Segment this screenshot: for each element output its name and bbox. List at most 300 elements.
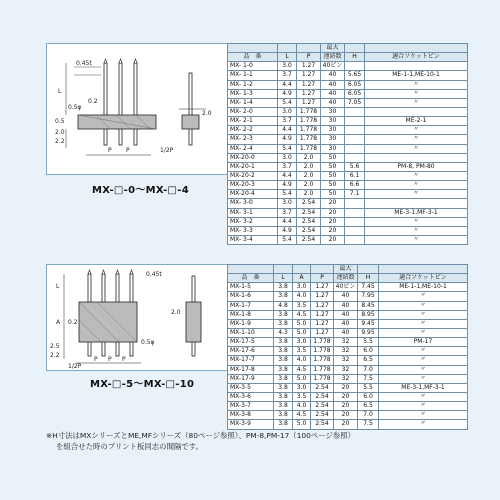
table-cell: ME-2-1 bbox=[365, 117, 468, 126]
table-cell: 1.27 bbox=[297, 62, 321, 71]
top-dim-side-20: 2.0 bbox=[202, 110, 212, 117]
table-cell: 〃 bbox=[379, 392, 468, 401]
table-cell: MX- 1-1 bbox=[228, 71, 278, 80]
table-cell: 5.4 bbox=[278, 235, 297, 244]
table-row bbox=[228, 171, 468, 180]
table-cell: 5.0 bbox=[293, 420, 311, 429]
table-row bbox=[228, 383, 468, 392]
bottom-th-socket: 適合ソケットピン bbox=[379, 274, 468, 283]
table-cell: 1.778 bbox=[311, 374, 334, 383]
table-cell: MX-3-8 bbox=[228, 411, 274, 420]
table-cell: ME-1-1,ME-10-1 bbox=[365, 71, 468, 80]
table-cell: MX- 1-3 bbox=[228, 89, 278, 98]
table-cell: 4.9 bbox=[278, 226, 297, 235]
table-cell: MX- 3-3 bbox=[228, 226, 278, 235]
table-cell: 1.27 bbox=[297, 89, 321, 98]
table-row bbox=[228, 310, 468, 319]
table-cell bbox=[345, 62, 365, 71]
footnote-line-2: を組合せた時のプリント板同志の間隔です。 bbox=[56, 442, 203, 451]
table-cell: 5.0 bbox=[293, 319, 311, 328]
table-cell: 3.7 bbox=[278, 117, 297, 126]
table-row bbox=[228, 338, 468, 347]
table-cell: 20 bbox=[321, 226, 345, 235]
table-cell: 3.8 bbox=[274, 411, 293, 420]
bottom-dim-22: 2.2 bbox=[50, 352, 60, 359]
table-row bbox=[228, 199, 468, 208]
table-cell: 50 bbox=[321, 153, 345, 162]
table-cell: 1.27 bbox=[311, 319, 334, 328]
table-cell: 7.1 bbox=[345, 190, 365, 199]
table-cell: 3.7 bbox=[278, 71, 297, 80]
table-cell bbox=[365, 62, 468, 71]
top-dim-half-p: 1/2P bbox=[160, 147, 174, 154]
table-cell: MX-1-9 bbox=[228, 319, 274, 328]
table-cell: MX- 3-2 bbox=[228, 217, 278, 226]
table-cell: MX-1-10 bbox=[228, 328, 274, 337]
table-cell bbox=[345, 235, 365, 244]
table-cell: MX-17-8 bbox=[228, 365, 274, 374]
table-cell: 1.778 bbox=[311, 365, 334, 374]
table-cell: 1.27 bbox=[311, 310, 334, 319]
table-cell: 30 bbox=[321, 144, 345, 153]
top-th-p: P bbox=[297, 53, 321, 62]
table-cell: 3.8 bbox=[274, 347, 293, 356]
table-cell: 2.54 bbox=[311, 420, 334, 429]
top-spec-table bbox=[227, 43, 468, 245]
table-cell: ME-1-1,ME-10-1 bbox=[379, 283, 468, 292]
table-cell: 3.8 bbox=[274, 420, 293, 429]
table-cell: MX- 2-2 bbox=[228, 126, 278, 135]
top-header-max: 最大 bbox=[321, 44, 345, 53]
table-cell: 40 bbox=[321, 80, 345, 89]
table-cell: 1.27 bbox=[297, 98, 321, 107]
table-cell: 3.0 bbox=[278, 107, 297, 116]
top-th-count: 連結数 bbox=[321, 53, 345, 62]
table-cell: MX- 2-1 bbox=[228, 117, 278, 126]
table-cell: 50 bbox=[321, 162, 345, 171]
table-row bbox=[228, 98, 468, 107]
table-cell bbox=[345, 226, 365, 235]
table-cell: 40 bbox=[334, 310, 358, 319]
footnote-line-1: ※H寸法はMXシリーズとME,MFシリーズ（80ページ参照）、PM-8,PM-17（100ページ参照） bbox=[46, 431, 355, 440]
table-cell: 3.0 bbox=[293, 383, 311, 392]
top-pin-drawing bbox=[46, 43, 226, 173]
bottom-dim-045t: 0.45t bbox=[146, 271, 162, 278]
bottom-th-a: A bbox=[293, 274, 311, 283]
table-cell: 7.5 bbox=[358, 374, 379, 383]
top-th-socket: 適合ソケットピン bbox=[365, 53, 468, 62]
table-row bbox=[228, 126, 468, 135]
table-cell: 2.0 bbox=[297, 171, 321, 180]
table-cell: 20 bbox=[321, 199, 345, 208]
table-cell: 3.8 bbox=[274, 365, 293, 374]
bottom-dim-half-p: 1/2P bbox=[68, 363, 82, 369]
bottom-dim-phi: 0.5φ bbox=[141, 339, 155, 346]
table-row bbox=[228, 328, 468, 337]
table-cell: 6.5 bbox=[358, 402, 379, 411]
top-dim-22: 2.2 bbox=[55, 138, 65, 145]
table-row bbox=[228, 71, 468, 80]
table-cell: 30 bbox=[321, 135, 345, 144]
table-cell: 5.4 bbox=[278, 190, 297, 199]
table-cell: 20 bbox=[334, 411, 358, 420]
table-cell: 4.8 bbox=[274, 301, 293, 310]
bottom-th-part: 品 番 bbox=[228, 274, 274, 283]
table-row bbox=[228, 283, 468, 292]
table-cell: MX-20-0 bbox=[228, 153, 278, 162]
table-cell bbox=[345, 217, 365, 226]
table-cell: 3.8 bbox=[274, 319, 293, 328]
table-row bbox=[228, 144, 468, 153]
top-dim-p1: P bbox=[108, 147, 112, 154]
table-cell: MX- 2-0 bbox=[228, 107, 278, 116]
table-cell: MX- 3-0 bbox=[228, 199, 278, 208]
table-cell: 30 bbox=[321, 126, 345, 135]
table-row bbox=[228, 365, 468, 374]
table-row bbox=[228, 226, 468, 235]
bottom-th-h: H bbox=[358, 274, 379, 283]
table-cell: 1.778 bbox=[297, 107, 321, 116]
table-cell: 〃 bbox=[379, 292, 468, 301]
table-cell: 〃 bbox=[379, 411, 468, 420]
table-row bbox=[228, 208, 468, 217]
table-cell: 3.8 bbox=[274, 402, 293, 411]
table-cell: 1.778 bbox=[311, 347, 334, 356]
top-table-header bbox=[228, 53, 468, 62]
table-cell: 4.0 bbox=[293, 356, 311, 365]
table-cell: 1.27 bbox=[311, 301, 334, 310]
table-cell: MX-1-6 bbox=[228, 292, 274, 301]
table-row bbox=[228, 89, 468, 98]
table-cell bbox=[345, 126, 365, 135]
table-cell: 〃 bbox=[379, 301, 468, 310]
bottom-table-header-top bbox=[228, 265, 468, 274]
bottom-dim-25: 2.5 bbox=[50, 343, 60, 350]
top-th-part: 品 番 bbox=[228, 53, 278, 62]
table-cell: 1.778 bbox=[297, 117, 321, 126]
table-cell: ME-3-1,MF-3-1 bbox=[365, 208, 468, 217]
table-cell: 3.8 bbox=[274, 374, 293, 383]
table-row bbox=[228, 162, 468, 171]
table-cell: 3.0 bbox=[278, 62, 297, 71]
table-cell: MX-3-9 bbox=[228, 420, 274, 429]
table-cell: 1.778 bbox=[311, 356, 334, 365]
table-cell: 4.0 bbox=[293, 402, 311, 411]
table-cell: 20 bbox=[321, 235, 345, 244]
table-cell: 32 bbox=[334, 338, 358, 347]
table-cell: 9.45 bbox=[358, 319, 379, 328]
table-cell: 〃 bbox=[379, 310, 468, 319]
table-cell: 2.54 bbox=[311, 383, 334, 392]
table-cell bbox=[365, 107, 468, 116]
table-cell: PM-8, PM-80 bbox=[365, 162, 468, 171]
table-row bbox=[228, 217, 468, 226]
table-cell: 40 bbox=[334, 328, 358, 337]
table-cell: MX-1-8 bbox=[228, 310, 274, 319]
table-cell: 40 bbox=[321, 71, 345, 80]
table-cell: MX-1-7 bbox=[228, 301, 274, 310]
table-cell: 〃 bbox=[379, 374, 468, 383]
table-cell: 2.0 bbox=[297, 162, 321, 171]
table-cell: 40ピン bbox=[321, 62, 345, 71]
table-cell: 〃 bbox=[379, 420, 468, 429]
table-row bbox=[228, 411, 468, 420]
table-cell: 7.95 bbox=[358, 292, 379, 301]
bottom-caption: MX-□-5〜MX-□-10 bbox=[90, 379, 195, 390]
table-cell: 1.778 bbox=[297, 126, 321, 135]
table-cell: 3.0 bbox=[293, 283, 311, 292]
table-cell: MX-17-7 bbox=[228, 356, 274, 365]
table-cell: 9.95 bbox=[358, 328, 379, 337]
table-cell: 1.27 bbox=[311, 328, 334, 337]
top-caption: MX-□-0〜MX-□-4 bbox=[92, 185, 190, 196]
table-cell: 4.5 bbox=[293, 310, 311, 319]
table-row bbox=[228, 319, 468, 328]
table-cell: 32 bbox=[334, 374, 358, 383]
table-cell: 6.1 bbox=[345, 171, 365, 180]
table-cell: MX- 2-4 bbox=[228, 144, 278, 153]
table-cell: 40 bbox=[334, 301, 358, 310]
top-table-header-top bbox=[228, 44, 468, 53]
table-cell: 4.5 bbox=[293, 365, 311, 374]
bottom-table-header bbox=[228, 274, 468, 283]
table-cell: 1.778 bbox=[311, 338, 334, 347]
table-cell: 3.0 bbox=[278, 199, 297, 208]
table-cell: 7.05 bbox=[345, 98, 365, 107]
top-th-h: H bbox=[345, 53, 365, 62]
table-row bbox=[228, 80, 468, 89]
top-dim-20: 2.0 bbox=[55, 129, 65, 136]
table-cell: 2.54 bbox=[297, 235, 321, 244]
table-row bbox=[228, 356, 468, 365]
table-cell: MX- 3-4 bbox=[228, 235, 278, 244]
table-cell: 30 bbox=[321, 107, 345, 116]
table-cell: 2.0 bbox=[297, 190, 321, 199]
table-row bbox=[228, 301, 468, 310]
table-cell: 4.0 bbox=[293, 292, 311, 301]
table-row bbox=[228, 190, 468, 199]
table-cell: 2.54 bbox=[311, 392, 334, 401]
top-th-l: L bbox=[278, 53, 297, 62]
table-cell: 4.4 bbox=[278, 126, 297, 135]
table-row bbox=[228, 292, 468, 301]
table-row bbox=[228, 62, 468, 71]
bottom-dim-p3: P bbox=[122, 356, 126, 363]
table-cell: 1.27 bbox=[297, 71, 321, 80]
table-cell: 40 bbox=[321, 98, 345, 107]
table-cell: 5.65 bbox=[345, 71, 365, 80]
table-row bbox=[228, 347, 468, 356]
table-cell bbox=[365, 199, 468, 208]
top-dim-l: L bbox=[58, 88, 62, 95]
table-row bbox=[228, 107, 468, 116]
table-cell: 50 bbox=[321, 171, 345, 180]
table-cell: 6.05 bbox=[345, 89, 365, 98]
table-cell: 2.54 bbox=[297, 226, 321, 235]
table-cell: 4.5 bbox=[293, 411, 311, 420]
table-cell bbox=[345, 135, 365, 144]
table-cell: 4.4 bbox=[278, 217, 297, 226]
table-cell: 8.45 bbox=[358, 301, 379, 310]
table-cell: 40 bbox=[321, 89, 345, 98]
table-cell: 3.5 bbox=[293, 301, 311, 310]
table-cell: 2.54 bbox=[297, 217, 321, 226]
table-cell: 2.54 bbox=[297, 199, 321, 208]
table-cell: MX-20-4 bbox=[228, 190, 278, 199]
bottom-dim-side-20: 2.0 bbox=[171, 309, 181, 316]
table-cell: 32 bbox=[334, 347, 358, 356]
table-cell: 〃 bbox=[365, 135, 468, 144]
table-cell: 5.4 bbox=[278, 144, 297, 153]
table-cell: 3.0 bbox=[278, 153, 297, 162]
top-dim-05: 0.5 bbox=[55, 118, 65, 125]
table-cell: 〃 bbox=[379, 319, 468, 328]
table-cell: MX-17-6 bbox=[228, 347, 274, 356]
table-cell: 2.54 bbox=[297, 208, 321, 217]
table-cell: 3.5 bbox=[293, 347, 311, 356]
table-cell: 2.54 bbox=[311, 402, 334, 411]
table-cell: MX- 3-1 bbox=[228, 208, 278, 217]
table-cell: ME-3-1,MF-3-1 bbox=[379, 383, 468, 392]
table-cell: 3.8 bbox=[274, 283, 293, 292]
table-cell: 40ピン bbox=[334, 283, 358, 292]
table-cell: 6.0 bbox=[358, 392, 379, 401]
table-cell: 〃 bbox=[365, 190, 468, 199]
table-row bbox=[228, 392, 468, 401]
table-cell bbox=[345, 107, 365, 116]
bottom-pin-drawing bbox=[46, 264, 226, 369]
table-cell: PM-17 bbox=[379, 338, 468, 347]
table-cell: 4.3 bbox=[274, 328, 293, 337]
bottom-dim-l: L bbox=[56, 283, 60, 290]
table-cell: MX-20-1 bbox=[228, 162, 278, 171]
table-cell: MX-17-5 bbox=[228, 338, 274, 347]
bottom-th-count: 連結数 bbox=[334, 274, 358, 283]
table-cell bbox=[365, 153, 468, 162]
table-cell: 3.8 bbox=[274, 338, 293, 347]
table-cell: 3.8 bbox=[274, 356, 293, 365]
table-row bbox=[228, 235, 468, 244]
bottom-dim-a: A bbox=[56, 319, 61, 326]
table-cell: 3.5 bbox=[293, 392, 311, 401]
table-cell: MX-3-5 bbox=[228, 383, 274, 392]
table-cell: 20 bbox=[334, 420, 358, 429]
table-cell: 5.5 bbox=[358, 338, 379, 347]
table-cell: 5.4 bbox=[278, 98, 297, 107]
table-cell: 7.5 bbox=[358, 420, 379, 429]
table-cell: 50 bbox=[321, 181, 345, 190]
table-cell: 〃 bbox=[379, 328, 468, 337]
table-cell: 1.27 bbox=[311, 292, 334, 301]
table-cell: 30 bbox=[321, 117, 345, 126]
table-cell: 1.778 bbox=[297, 144, 321, 153]
table-cell: 5.6 bbox=[345, 162, 365, 171]
table-row bbox=[228, 420, 468, 429]
table-cell: 〃 bbox=[365, 235, 468, 244]
table-cell: 7.0 bbox=[358, 365, 379, 374]
top-dim-phi: 0.5φ bbox=[68, 104, 82, 111]
table-cell: 2.0 bbox=[297, 181, 321, 190]
table-cell: 〃 bbox=[365, 126, 468, 135]
table-cell: 〃 bbox=[365, 181, 468, 190]
table-cell: MX-3-7 bbox=[228, 402, 274, 411]
table-cell: MX- 2-3 bbox=[228, 135, 278, 144]
bottom-dim-02: 0.2 bbox=[68, 319, 78, 326]
table-cell: 7.45 bbox=[358, 283, 379, 292]
table-cell: MX-20-2 bbox=[228, 171, 278, 180]
table-cell bbox=[345, 144, 365, 153]
table-cell: 6.6 bbox=[345, 181, 365, 190]
table-cell: 2.0 bbox=[297, 153, 321, 162]
table-cell: 1.778 bbox=[297, 135, 321, 144]
table-cell: 3.7 bbox=[278, 208, 297, 217]
table-cell: 〃 bbox=[365, 171, 468, 180]
footnote bbox=[46, 430, 466, 452]
table-cell: 20 bbox=[334, 392, 358, 401]
table-cell: 7.0 bbox=[358, 411, 379, 420]
table-cell: 3.8 bbox=[274, 292, 293, 301]
table-cell: 20 bbox=[334, 383, 358, 392]
table-row bbox=[228, 402, 468, 411]
table-cell: 〃 bbox=[379, 402, 468, 411]
table-cell: 〃 bbox=[365, 98, 468, 107]
table-cell bbox=[345, 153, 365, 162]
table-cell: 4.9 bbox=[278, 135, 297, 144]
table-row bbox=[228, 153, 468, 162]
table-cell: 〃 bbox=[365, 226, 468, 235]
table-cell: MX-17-9 bbox=[228, 374, 274, 383]
bottom-th-p: P bbox=[311, 274, 334, 283]
table-cell: 〃 bbox=[365, 80, 468, 89]
table-cell: 8.95 bbox=[358, 310, 379, 319]
table-cell: 20 bbox=[321, 217, 345, 226]
table-cell: 5.0 bbox=[293, 328, 311, 337]
table-cell: 4.4 bbox=[278, 80, 297, 89]
table-cell: 1.27 bbox=[311, 283, 334, 292]
table-cell: 20 bbox=[321, 208, 345, 217]
table-row bbox=[228, 117, 468, 126]
table-cell: 3.7 bbox=[278, 162, 297, 171]
top-dim-045t: 0.45t bbox=[76, 60, 92, 67]
top-dim-p2: P bbox=[126, 147, 130, 154]
table-cell: 2.54 bbox=[311, 411, 334, 420]
table-cell: 4.4 bbox=[278, 171, 297, 180]
table-cell: 6.05 bbox=[345, 80, 365, 89]
table-cell: 6.5 bbox=[358, 356, 379, 365]
table-cell: 〃 bbox=[365, 89, 468, 98]
table-cell: 32 bbox=[334, 365, 358, 374]
table-row bbox=[228, 135, 468, 144]
table-cell: 32 bbox=[334, 356, 358, 365]
table-cell: 40 bbox=[334, 292, 358, 301]
bottom-th-l: L bbox=[274, 274, 293, 283]
table-cell: 〃 bbox=[365, 217, 468, 226]
bottom-dim-p1: P bbox=[94, 356, 98, 363]
table-cell: 20 bbox=[334, 402, 358, 411]
table-cell: MX-3-6 bbox=[228, 392, 274, 401]
table-cell: 3.0 bbox=[293, 338, 311, 347]
bottom-spec-table bbox=[227, 264, 468, 430]
table-cell: 50 bbox=[321, 190, 345, 199]
table-cell: 3.8 bbox=[274, 392, 293, 401]
bottom-dim-p2: P bbox=[108, 356, 112, 363]
table-cell: MX- 1-0 bbox=[228, 62, 278, 71]
table-cell: 〃 bbox=[365, 144, 468, 153]
table-cell: 4.9 bbox=[278, 89, 297, 98]
table-cell: 40 bbox=[334, 319, 358, 328]
table-cell: 〃 bbox=[379, 347, 468, 356]
table-cell: MX-1-5 bbox=[228, 283, 274, 292]
